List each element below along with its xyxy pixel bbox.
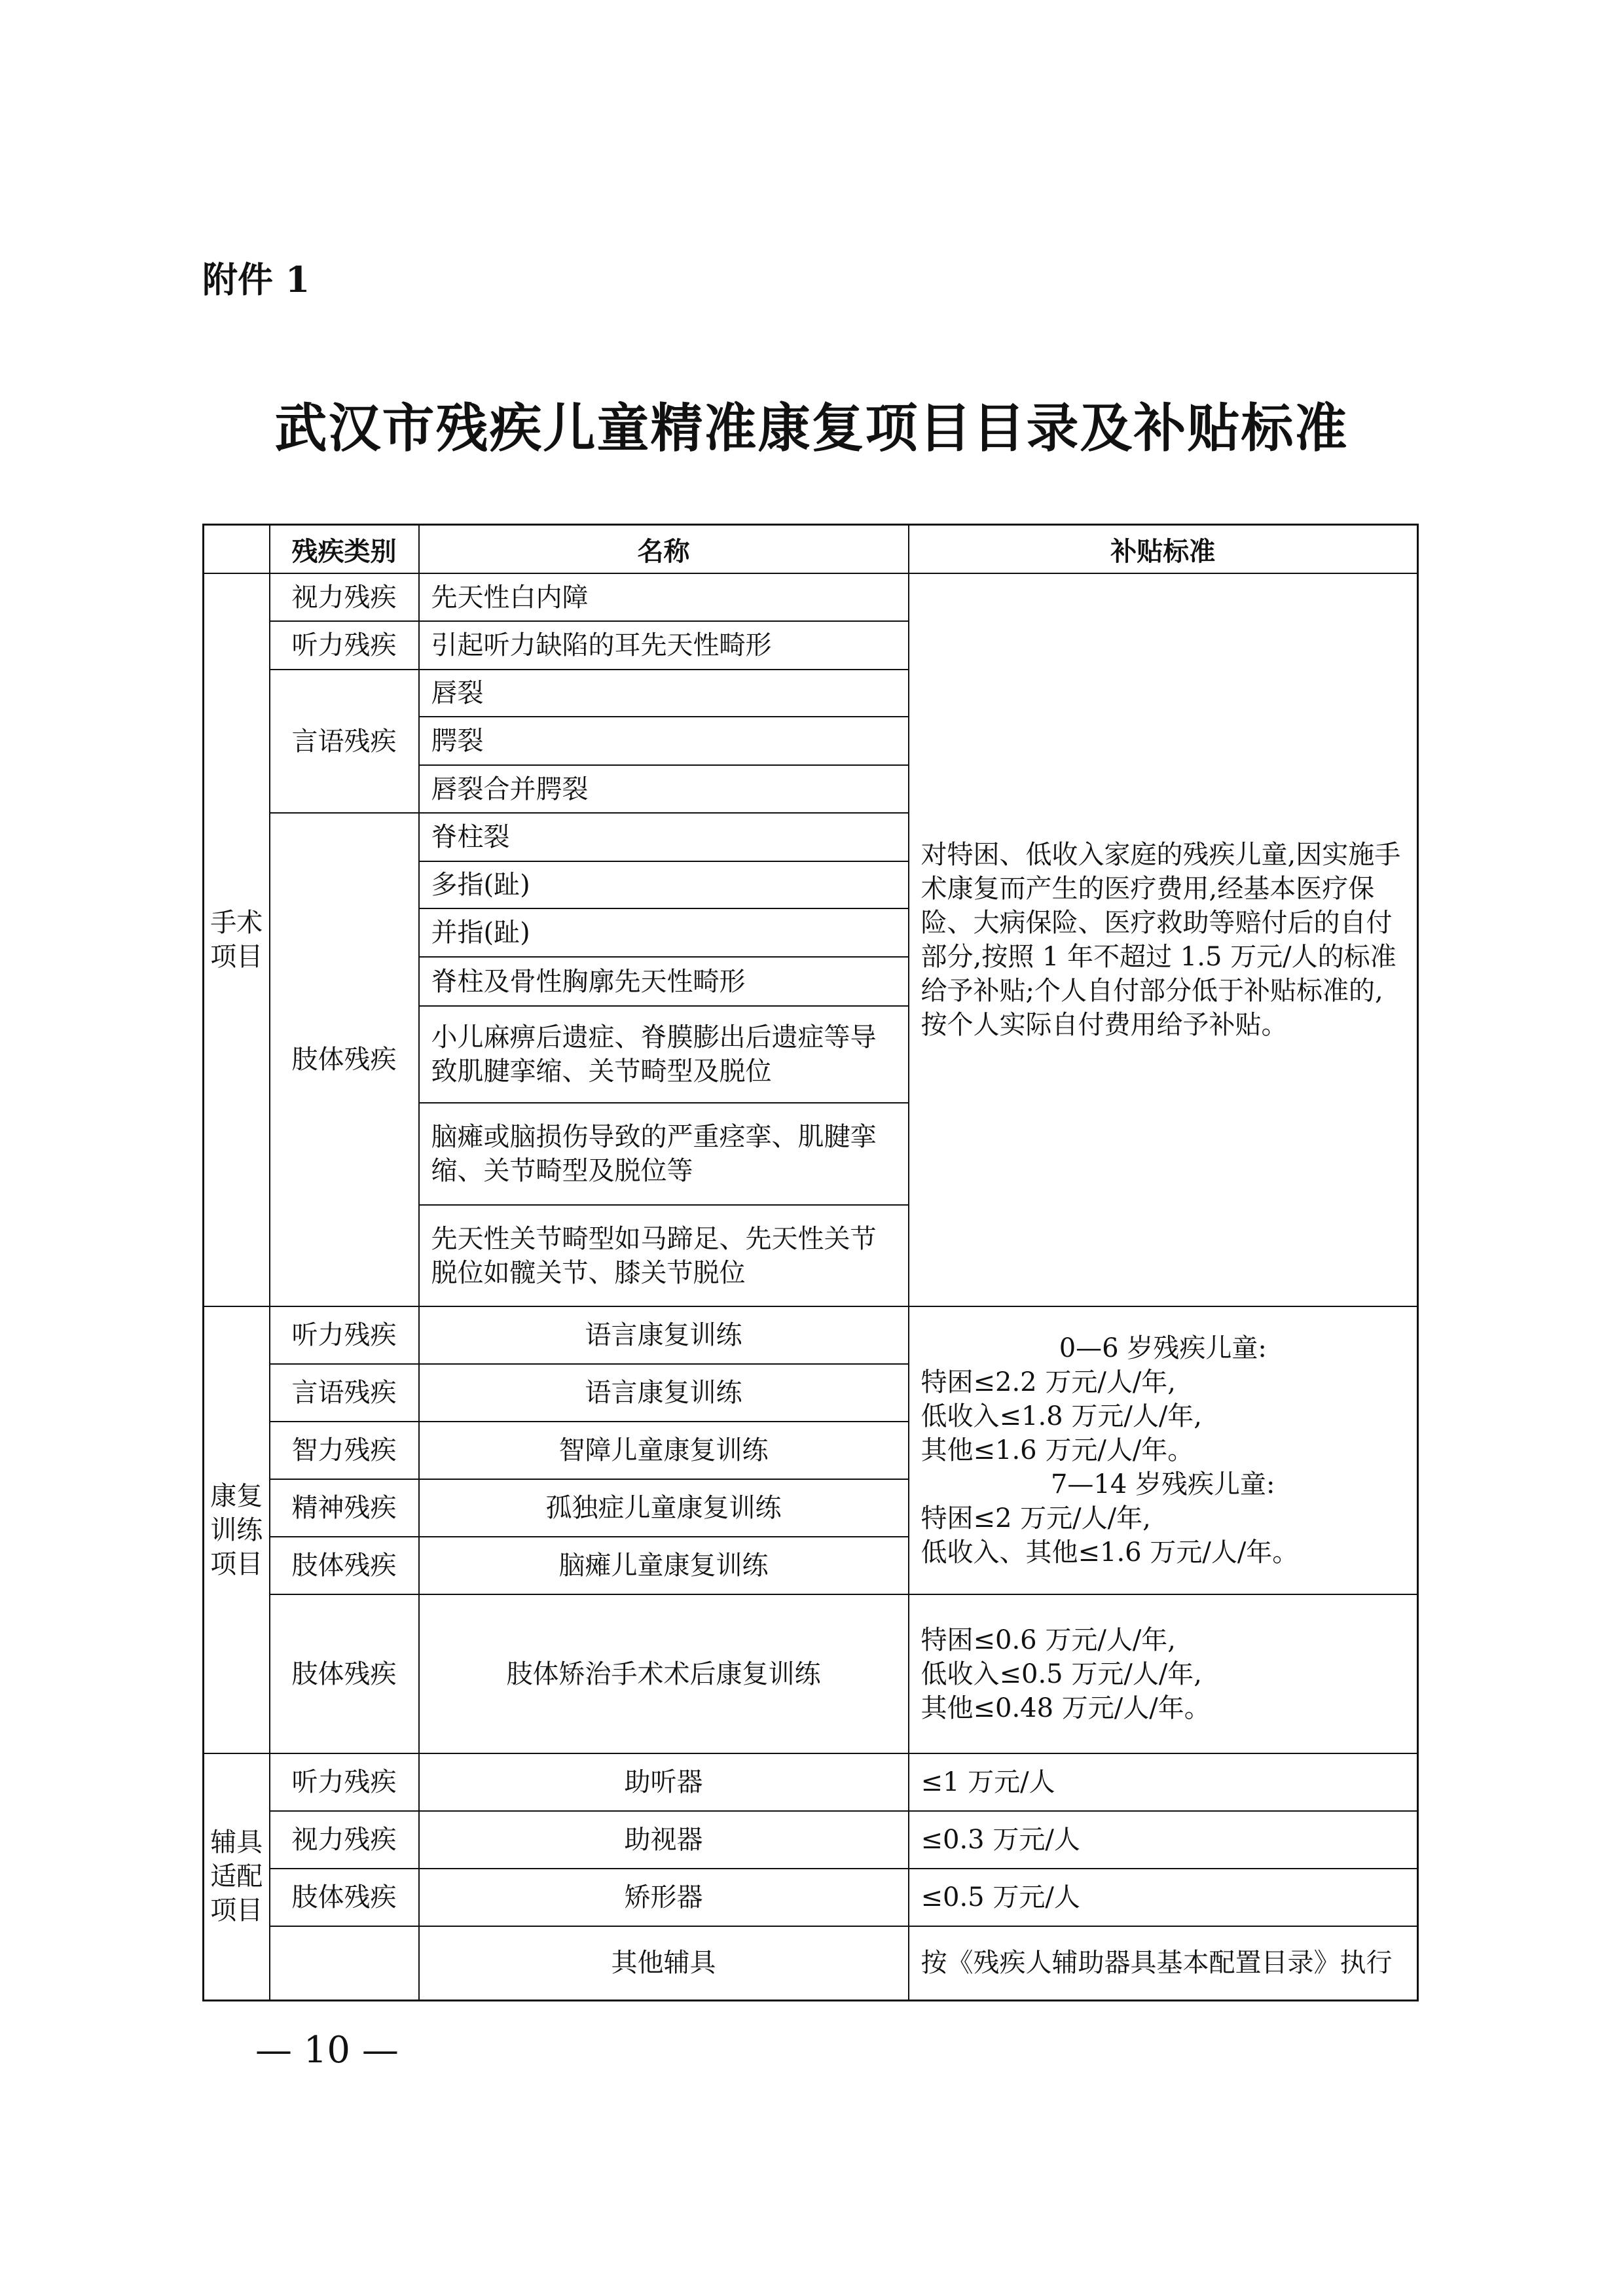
category-cell: [270, 1926, 419, 2000]
header-blank: [204, 525, 270, 574]
category-cell: 肢体残疾: [270, 1537, 419, 1594]
table-row: [204, 1869, 1418, 1926]
attachment-label: 附件 1: [202, 259, 310, 300]
standard-cell: ≤0.5 万元/人: [909, 1869, 1418, 1926]
name-cell: 并指(趾): [419, 908, 909, 957]
name-cell: 助视器: [419, 1811, 909, 1869]
name-cell: 智障儿童康复训练: [419, 1422, 909, 1479]
name-cell: 助听器: [419, 1753, 909, 1811]
category-cell: 肢体残疾: [270, 1869, 419, 1926]
table-row: [204, 1926, 1418, 2000]
name-cell: 孤独症儿童康复训练: [419, 1479, 909, 1537]
name-cell: 脑瘫或脑损伤导致的严重痉挛、肌腱挛缩、关节畸型及脱位等: [419, 1103, 909, 1205]
subsidy-table: [202, 524, 1419, 2001]
name-cell: 脊柱及骨性胸廓先天性畸形: [419, 957, 909, 1006]
standard-line: 其他≤1.6 万元/人/年。: [921, 1435, 1194, 1465]
standard-line: 7—14 岁残疾儿童:: [1050, 1469, 1275, 1499]
standard-training-a: [909, 1306, 1418, 1594]
table-row: [204, 1306, 1418, 1364]
category-cell: 视力残疾: [270, 1811, 419, 1869]
standard-line: 低收入、其他≤1.6 万元/人/年。: [921, 1537, 1299, 1568]
category-cell: 言语残疾: [270, 670, 419, 813]
page-number: — 10 —: [255, 2029, 399, 2072]
name-cell: 先天性关节畸型如马蹄足、先天性关节脱位如髋关节、膝关节脱位: [419, 1205, 909, 1306]
name-cell: 引起听力缺陷的耳先天性畸形: [419, 621, 909, 670]
name-cell: 脊柱裂: [419, 813, 909, 861]
group-aids: 辅具适配项目: [204, 1753, 270, 2000]
standard-line: 0—6 岁残疾儿童:: [1059, 1333, 1267, 1363]
category-cell: 精神残疾: [270, 1479, 419, 1537]
name-cell: 其他辅具: [419, 1926, 909, 2000]
standard-line: 低收入≤1.8 万元/人/年,: [921, 1401, 1203, 1431]
standard-cell: ≤0.3 万元/人: [909, 1811, 1418, 1869]
category-cell: 智力残疾: [270, 1422, 419, 1479]
table-row: [204, 573, 1418, 621]
page-title: 武汉市残疾儿童精准康复项目目录及补贴标准: [274, 397, 1349, 459]
group-training: 康复训练项目: [204, 1306, 270, 1753]
standard-cell: 按《残疾人辅助器具基本配置目录》执行: [909, 1926, 1418, 2000]
standard-line: 特困≤0.6 万元/人/年,: [921, 1624, 1176, 1655]
standard-cell: ≤1 万元/人: [909, 1753, 1418, 1811]
name-cell: 矫形器: [419, 1869, 909, 1926]
category-cell: 视力残疾: [270, 573, 419, 621]
standard-training-b: [909, 1594, 1418, 1753]
standard-line: 特困≤2 万元/人/年,: [921, 1503, 1151, 1534]
name-cell: 唇裂合并腭裂: [419, 765, 909, 813]
header-name: 名称: [419, 525, 909, 574]
name-cell: 肢体矫治手术术后康复训练: [419, 1594, 909, 1753]
name-cell: 唇裂: [419, 670, 909, 717]
name-cell: 小儿麻痹后遗症、脊膜膨出后遗症等导致肌腱挛缩、关节畸型及脱位: [419, 1006, 909, 1103]
table-header: [204, 525, 1418, 574]
standard-line: 低收入≤0.5 万元/人/年,: [921, 1659, 1203, 1689]
group-surgery: 手术项目: [204, 573, 270, 1306]
name-cell: 先天性白内障: [419, 573, 909, 621]
name-cell: 语言康复训练: [419, 1364, 909, 1422]
category-cell: 肢体残疾: [270, 813, 419, 1306]
category-cell: 听力残疾: [270, 621, 419, 670]
category-cell: 听力残疾: [270, 1306, 419, 1364]
standard-surgery: 对特困、低收入家庭的残疾儿童,因实施手术康复而产生的医疗费用,经基本医疗保险、大病保险、医疗救助等赔付后的自付部分,按照 1 年不超过 1.5 万元/人的标准给予补贴;个人自付部分低于补贴标准的,按个人实际自付费用给予补贴。: [909, 573, 1418, 1306]
name-cell: 语言康复训练: [419, 1306, 909, 1364]
standard-line: 特困≤2.2 万元/人/年,: [921, 1367, 1176, 1397]
name-cell: 多指(趾): [419, 861, 909, 908]
category-cell: 言语残疾: [270, 1364, 419, 1422]
table-row: [204, 1594, 1418, 1753]
header-standard: 补贴标准: [909, 525, 1418, 574]
table-row: [204, 1753, 1418, 1811]
table-row: [204, 1811, 1418, 1869]
header-category: 残疾类别: [270, 525, 419, 574]
standard-line: 其他≤0.48 万元/人/年。: [921, 1693, 1211, 1723]
name-cell: 腭裂: [419, 717, 909, 765]
name-cell: 脑瘫儿童康复训练: [419, 1537, 909, 1594]
category-cell: 听力残疾: [270, 1753, 419, 1811]
category-cell: 肢体残疾: [270, 1594, 419, 1753]
